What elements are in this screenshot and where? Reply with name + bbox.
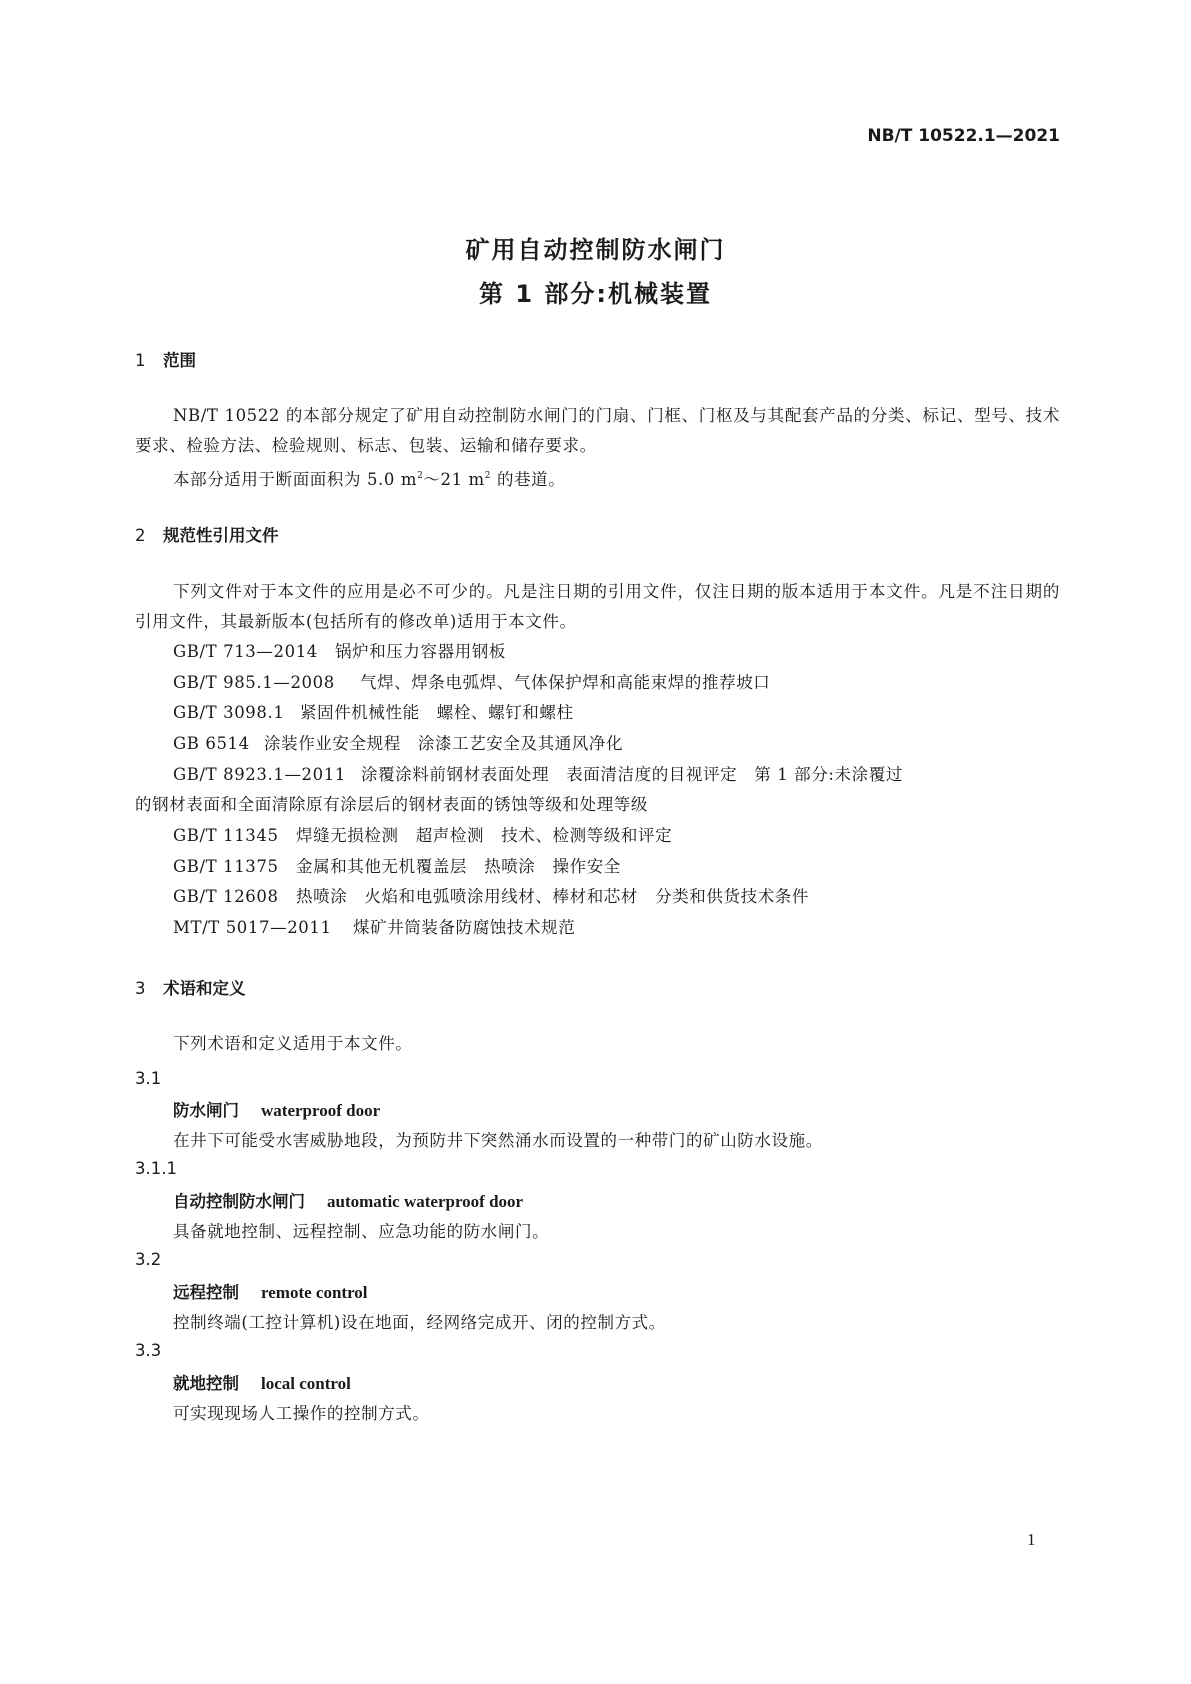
reference-item: GB/T 11345 焊缝无损检测 超声检测 技术、检测等级和评定 (173, 826, 673, 845)
term-number: 3.3 (135, 1341, 162, 1360)
reference-item: GB 6514 涂装作业安全规程 涂漆工艺安全及其通风净化 (173, 734, 624, 753)
term-name: 远程控制 remote control (173, 1283, 368, 1302)
term-name: 自动控制防水闸门 automatic waterproof door (173, 1192, 524, 1211)
term-definition: 具备就地控制、远程控制、应急功能的防水闸门。 (173, 1222, 550, 1241)
term-number: 3.1.1 (135, 1159, 177, 1178)
section-number: 3 (135, 979, 146, 998)
section-1-heading (135, 347, 196, 371)
reference-item: GB/T 12608 热喷涂 火焰和电弧喷涂用线材、棒材和芯材 分类和供货技术条件 (173, 887, 809, 906)
term-definition: 在井下可能受水害威胁地段，为预防井下突然涌水而设置的一种带门的矿山防水设施。 (173, 1131, 823, 1150)
references-intro: 下列文件对于本文件的应用是必不可少的。凡是注日期的引用文件，仅注日期的版本适用于本文件。凡是不注日期的引用文件，其最新版本(包括所有的修改单)适用于本文件。 (135, 582, 1060, 631)
term-definition: 控制终端(工控计算机)设在地面，经网络完成开、闭的控制方式。 (173, 1313, 666, 1332)
reference-item: GB/T 985.1—2008 气焊、焊条电弧焊、气体保护焊和高能束焊的推荐坡口 (173, 673, 771, 692)
reference-item: GB/T 3098.1 紧固件机械性能 螺栓、螺钉和螺柱 (173, 703, 574, 722)
section-title: 术语和定义 (163, 979, 246, 998)
document-title (0, 228, 1191, 316)
standard-number: NB/T 10522.1—2021 (867, 126, 1060, 146)
section-number: 2 (135, 526, 146, 545)
scope-paragraph-1: NB/T 10522 的本部分规定了矿用自动控制防水闸门的门扇、门框、门枢及与其配套产品的分类、标记、型号、技术要求、检验方法、检验规则、标志、包装、运输和储存要求。 (135, 406, 1060, 455)
section-number: 1 (135, 351, 146, 370)
reference-item: GB/T 8923.1—2011 涂覆涂料前钢材表面处理 表面清洁度的目视评定 第 1 部分:未涂覆过 (173, 765, 903, 784)
term-number: 3.2 (135, 1250, 162, 1269)
term-name: 防水闸门 waterproof door (173, 1101, 381, 1120)
title-line-1: 矿用自动控制防水闸门 (465, 236, 726, 264)
term-definition: 可实现现场人工操作的控制方式。 (173, 1404, 430, 1423)
page-number: 1 (1027, 1530, 1036, 1549)
section-title: 规范性引用文件 (163, 526, 279, 545)
section-2-heading (135, 522, 279, 546)
reference-item: MT/T 5017—2011 煤矿井筒装备防腐蚀技术规范 (173, 918, 576, 937)
reference-item-continuation: 的钢材表面和全面清除原有涂层后的钢材表面的锈蚀等级和处理等级 (135, 795, 648, 814)
section-3-heading (135, 975, 246, 999)
term-name: 就地控制 local control (173, 1374, 351, 1393)
section-title: 范围 (163, 351, 196, 370)
reference-item: GB/T 713—2014 锅炉和压力容器用钢板 (173, 642, 506, 661)
reference-item: GB/T 11375 金属和其他无机覆盖层 热喷涂 操作安全 (173, 857, 621, 876)
terms-intro: 下列术语和定义适用于本文件。 (173, 1034, 413, 1053)
title-line-2: 第 1 部分:机械装置 (478, 280, 712, 308)
term-number: 3.1 (135, 1069, 162, 1088)
scope-paragraph-2: 本部分适用于断面面积为 5.0 $m^2\sim 21$ $m^2$ 的巷道。 (173, 470, 566, 489)
